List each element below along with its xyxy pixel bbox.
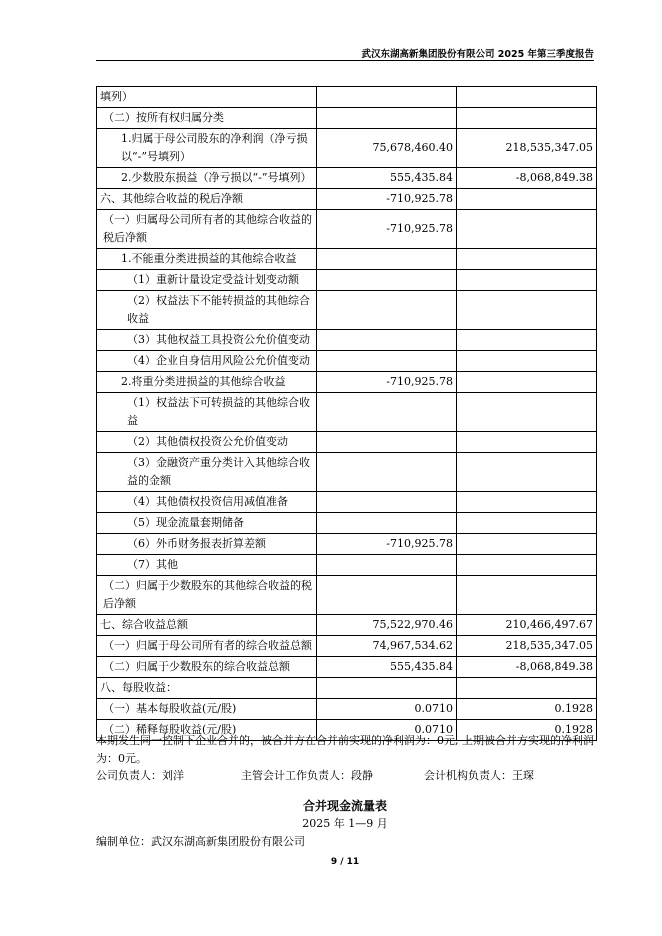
table-row	[97, 657, 597, 678]
prior-period-value	[457, 576, 597, 615]
table-row	[97, 168, 597, 189]
cash-flow-title: 合并现金流量表	[302, 799, 387, 813]
row-label: （5）现金流量套期储备	[97, 513, 317, 534]
row-label: （一）归属于母公司所有者的综合收益总额	[97, 636, 317, 657]
row-label: （二）归属于少数股东的其他综合收益的税后净额	[97, 576, 317, 615]
row-label: 六、其他综合收益的税后净额	[97, 189, 317, 210]
table-row	[97, 87, 597, 108]
current-period-value	[317, 351, 457, 372]
current-period-value: 0.0710	[317, 720, 457, 741]
header-divider	[96, 60, 594, 61]
row-label: （1）权益法下可转损益的其他综合收益	[97, 393, 317, 432]
row-label: （二）按所有权归属分类	[97, 108, 317, 129]
table-row	[97, 636, 597, 657]
current-period-value	[317, 555, 457, 576]
current-period-value: 555,435.84	[317, 657, 457, 678]
cash-flow-preparer: 编制单位：武汉东湖高新集团股份有限公司	[96, 835, 305, 848]
table-row	[97, 291, 597, 330]
prior-period-value	[457, 291, 597, 330]
table-row	[97, 351, 597, 372]
cash-flow-period: 2025 年 1—9 月	[302, 817, 388, 830]
row-label: 2.少数股东损益（净亏损以“-”号填列）	[97, 168, 317, 189]
current-period-value: -710,925.78	[317, 210, 457, 249]
table-row	[97, 513, 597, 534]
row-label: （4）其他债权投资信用减值准备	[97, 492, 317, 513]
table-row	[97, 699, 597, 720]
current-period-value: 75,678,460.40	[317, 129, 457, 168]
row-label: 1.不能重分类进损益的其他综合收益	[97, 249, 317, 270]
current-period-value: -710,925.78	[317, 372, 457, 393]
current-period-value	[317, 87, 457, 108]
current-period-value	[317, 393, 457, 432]
prior-period-value: -8,068,849.38	[457, 657, 597, 678]
current-period-value	[317, 291, 457, 330]
prior-period-value	[457, 210, 597, 249]
table-row	[97, 210, 597, 249]
prior-period-value	[457, 453, 597, 492]
prior-period-value	[457, 249, 597, 270]
table-row	[97, 678, 597, 699]
row-label: 填列）	[97, 87, 317, 108]
table-row	[97, 108, 597, 129]
row-label: （2）权益法下不能转损益的其他综合收益	[97, 291, 317, 330]
current-period-value	[317, 330, 457, 351]
current-period-value	[317, 513, 457, 534]
table-row	[97, 189, 597, 210]
current-period-value	[317, 270, 457, 291]
row-label: （4）企业自身信用风险公允价值变动	[97, 351, 317, 372]
row-label: （二）归属于少数股东的综合收益总额	[97, 657, 317, 678]
row-label: 七、综合收益总额	[97, 615, 317, 636]
prior-period-value: 218,535,347.05	[457, 636, 597, 657]
prior-period-value: 0.1928	[457, 720, 597, 741]
prior-period-value	[457, 270, 597, 291]
row-label: （一）基本每股收益(元/股)	[97, 699, 317, 720]
row-label: （3）其他权益工具投资公允价值变动	[97, 330, 317, 351]
row-label: 八、每股收益：	[97, 678, 317, 699]
company-head: 公司负责人：刘洋	[96, 769, 184, 782]
prior-period-value	[457, 555, 597, 576]
prior-period-value	[457, 492, 597, 513]
accounting-head: 主管会计工作负责人：段静	[241, 769, 373, 782]
prior-period-value	[457, 330, 597, 351]
row-label: （3）金融资产重分类计入其他综合收益的金额	[97, 453, 317, 492]
merger-note: 本期发生同一控制下企业合并的，被合并方在合并前实现的净利润为：0元, 上期被合并方实现的净利润为：0元。	[96, 734, 594, 765]
table-row	[97, 270, 597, 291]
accounting-dept-head: 会计机构负责人：王琛	[424, 769, 534, 782]
table-row	[97, 432, 597, 453]
table-row	[97, 555, 597, 576]
current-period-value: 0.0710	[317, 699, 457, 720]
current-period-value	[317, 453, 457, 492]
table-row	[97, 372, 597, 393]
current-period-value: -710,925.78	[317, 189, 457, 210]
table-row	[97, 576, 597, 615]
current-period-value	[317, 678, 457, 699]
signers-line	[96, 768, 594, 784]
row-label: （二）稀释每股收益(元/股)	[97, 720, 317, 741]
row-label: （1）重新计量设定受益计划变动额	[97, 270, 317, 291]
prior-period-value	[457, 513, 597, 534]
row-label: （2）其他债权投资公允价值变动	[97, 432, 317, 453]
page-number: 9 / 11	[330, 857, 360, 867]
prior-period-value	[457, 432, 597, 453]
table-row	[97, 492, 597, 513]
row-label: （6）外币财务报表折算差额	[97, 534, 317, 555]
table-row	[97, 534, 597, 555]
current-period-value	[317, 249, 457, 270]
table-row	[97, 393, 597, 432]
report-header-title: 武汉东湖高新集团股份有限公司 2025 年第三季度报告	[361, 49, 594, 60]
prior-period-value	[457, 393, 597, 432]
current-period-value	[317, 492, 457, 513]
prior-period-value	[457, 351, 597, 372]
prior-period-value	[457, 678, 597, 699]
current-period-value	[317, 432, 457, 453]
prior-period-value	[457, 108, 597, 129]
row-label: （一）归属母公司所有者的其他综合收益的税后净额	[97, 210, 317, 249]
row-label: 1.归属于母公司股东的净利润（净亏损以“-”号填列）	[97, 129, 317, 168]
current-period-value: 74,967,534.62	[317, 636, 457, 657]
prior-period-value	[457, 189, 597, 210]
current-period-value: 555,435.84	[317, 168, 457, 189]
current-period-value: -710,925.78	[317, 534, 457, 555]
row-label: （7）其他	[97, 555, 317, 576]
table-row	[97, 453, 597, 492]
table-row	[97, 249, 597, 270]
current-period-value	[317, 576, 457, 615]
current-period-value: 75,522,970.46	[317, 615, 457, 636]
prior-period-value: -8,068,849.38	[457, 168, 597, 189]
table-row	[97, 330, 597, 351]
prior-period-value: 210,466,497.67	[457, 615, 597, 636]
table-row	[97, 129, 597, 168]
prior-period-value	[457, 534, 597, 555]
table-row	[97, 615, 597, 636]
row-label: 2.将重分类进损益的其他综合收益	[97, 372, 317, 393]
prior-period-value	[457, 87, 597, 108]
current-period-value	[317, 108, 457, 129]
prior-period-value	[457, 372, 597, 393]
prior-period-value: 218,535,347.05	[457, 129, 597, 168]
income-statement-table	[96, 86, 597, 741]
prior-period-value: 0.1928	[457, 699, 597, 720]
